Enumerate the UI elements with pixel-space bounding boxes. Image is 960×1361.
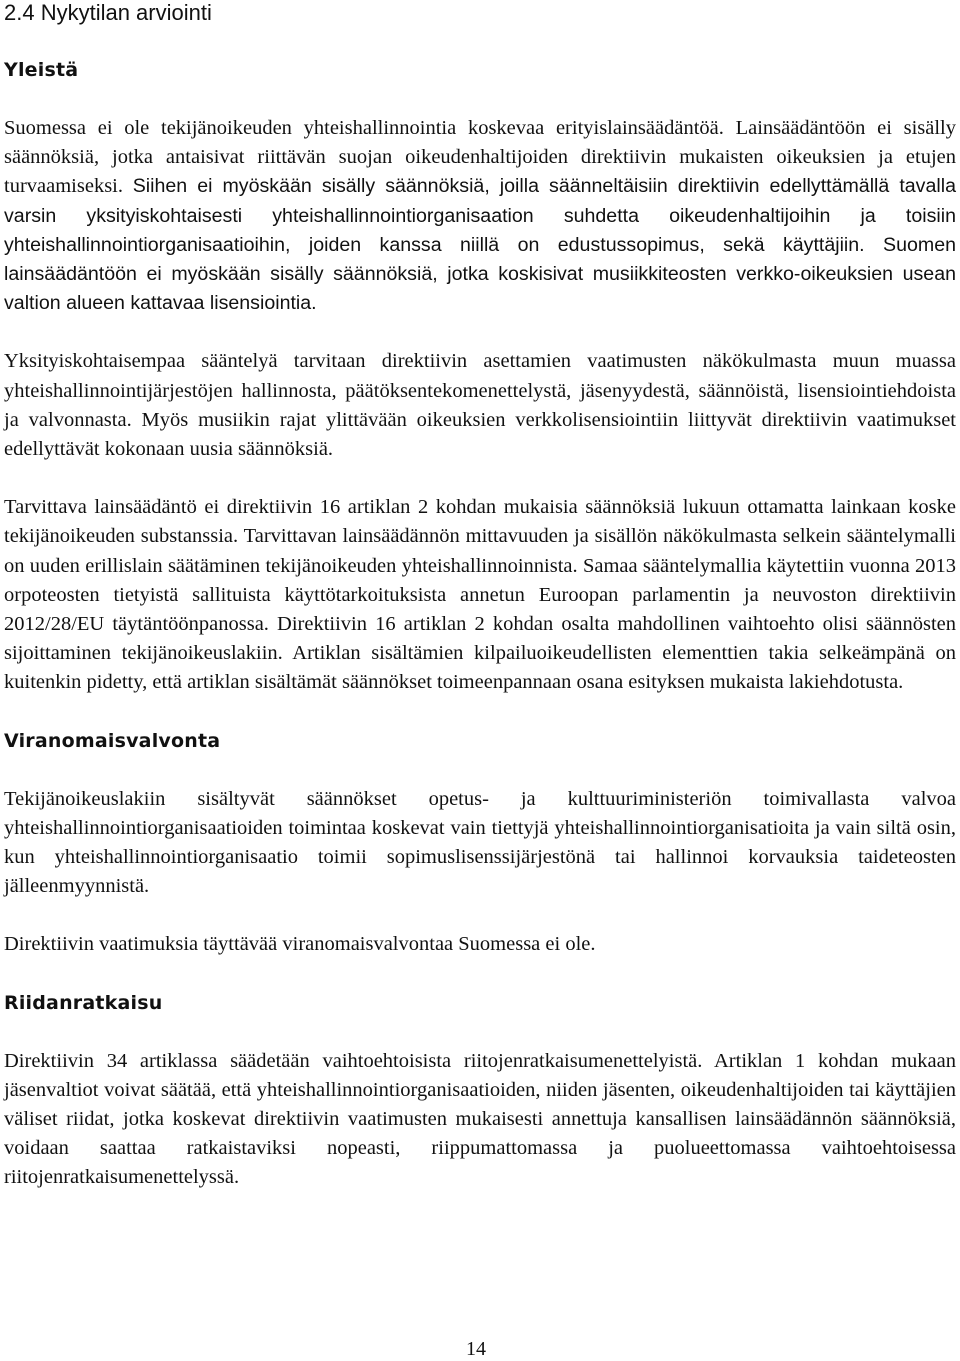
paragraph-yleista-2: Yksityiskohtaisempaa sääntelyä tarvitaan direktiivin asettamien vaatimusten näkökulmasta muun muassa yhteishallinnointijärjestöjen hallinnosta, päätöksentekomenettelystä, jäsenyydestä, säännöistä, lisensiointiehdoista ja valvonnasta. Myös musiikin rajat ylittävään oikeuksien verkkolisensiointiin liittyvät direktiivin vaatimukset edellyttävät kokonaan uusia säännöksiä. [4,350,956,461]
spacer [4,901,956,930]
page-number: 14 [466,1338,486,1360]
subheading-riidanratkaisu: Riidanratkaisu [4,991,163,1014]
paragraph-viranomaisvalvonta-2: Direktiivin vaatimuksia täyttävää viranomaisvalvontaa Suomessa ei ole. [4,933,596,956]
subheading-yleista: Yleistä [4,59,79,81]
spacer [4,698,956,727]
spacer [4,318,956,347]
paragraph-text-sans: Suomen lainsäädäntöön ei myöskään sisälly säännöksiä, jotka koskisivat musiikkiteosten verkko-oikeuksien usean valtion alueen kattavaa lisensiointia. [4,233,956,315]
paragraph-riidanratkaisu-1: Direktiivin 34 artiklassa säädetään vaihtoehtoisista riitojenratkaisumenettelyistä. Artiklan 1 kohdan mukaan jäsenvaltiot voivat säätää, että yhteishallinnointiorganisaatioiden, niiden jäsenten, oikeudenhaltijoiden tai käyttäjien väliset riidat, jotka koskevat direktiivin vaatimusten mukaisesti annettuja kansallisen lainsäädännön säännöksiä, voidaan saattaa ratkaistaviksi nopeasti, riippumattomassa ja puolueettomassa vaihtoehtoisessa riitojenratkaisumenettelyssä. [4,1049,956,1189]
paragraph-viranomaisvalvonta-1: Tekijänoikeuslakiin sisältyvät säännökset opetus- ja kulttuuriministeriön toimivallasta valvoa yhteishallinnointiorganisaatioiden toimintaa koskevat vain tiettyjä yhteishallinnointiorganisatioita ja vain siltä osin, kun yhteishallinnointiorganisaatio toimii sopimuslisenssijärjestönä tai hallinnoi korvauksia taideteosten jälleenmyynnistä. [4,787,956,898]
paragraph-yleista-1 [4,114,956,318]
section-title: 2.4 Nykytilan arviointi [4,0,212,25]
spacer [4,464,956,493]
spacer [4,756,956,785]
paragraph-text: Suomessa ei ole tekijänoikeuden yhteishallinnointia koskevaa erityislainsäädäntöä. Lainsäädäntöön ei sisälly säännöksiä, jotka antaisivat riittävän suojan oikeudenhaltijoiden direktiivin mukaisten oikeuksien ja etujen turvaamiseksi. [4,117,956,198]
subheading-viranomaisvalvonta: Viranomaisvalvonta [4,729,221,752]
paragraph-text-sans: Siihen ei myöskään sisälly säännöksiä, joilla säänneltäisiin direktiivin edellyttämällä tavalla varsin yksityiskohtaisesti yhteishallinnointiorganisaation suhdetta oikeudenhaltijoihin ja toisiin yhteishallinnointiorganisaatioihin, joiden kanssa niillä on edustussopimus, sekä käyttäjiin. [4,175,956,256]
spacer [4,85,956,114]
spacer [4,1018,956,1047]
spacer [4,960,956,989]
spacer [4,26,956,56]
paragraph-yleista-3: Tarvittava lainsäädäntö ei direktiivin 16 artiklan 2 kohdan mukaisia säännöksiä lukuun ottamatta lainkaan koske tekijänoikeuden substanssia. Tarvittavan lainsäädännön mittavuuden ja sisällön näkökulmasta selkein sääntelymalli on uuden erillislain säätäminen tekijänoikeuden yhteishallinnoinnista. Samaa sääntelymallia käytettiin vuonna 2013 orpoteosten tietyistä sallituista käyttötarkoituksista annetun Euroopan parlamentin ja neuvoston direktiivin 2012/28/EU täytäntöönpanossa. Direktiivin 16 artiklan 2 kohdan osalta mahdollinen vaihtoehto olisi säännösten sijoittaminen tekijänoikeuslakiin. Artiklan sisältämien kilpailuoikeudellisten elementtien takia selkeämpänä on kuitenkin pidetty, että artiklan sisältämät säännökset toimeenpannaan osana esityksen mukaista lakiehdotusta. [4,496,956,694]
document-body [4,0,956,1193]
